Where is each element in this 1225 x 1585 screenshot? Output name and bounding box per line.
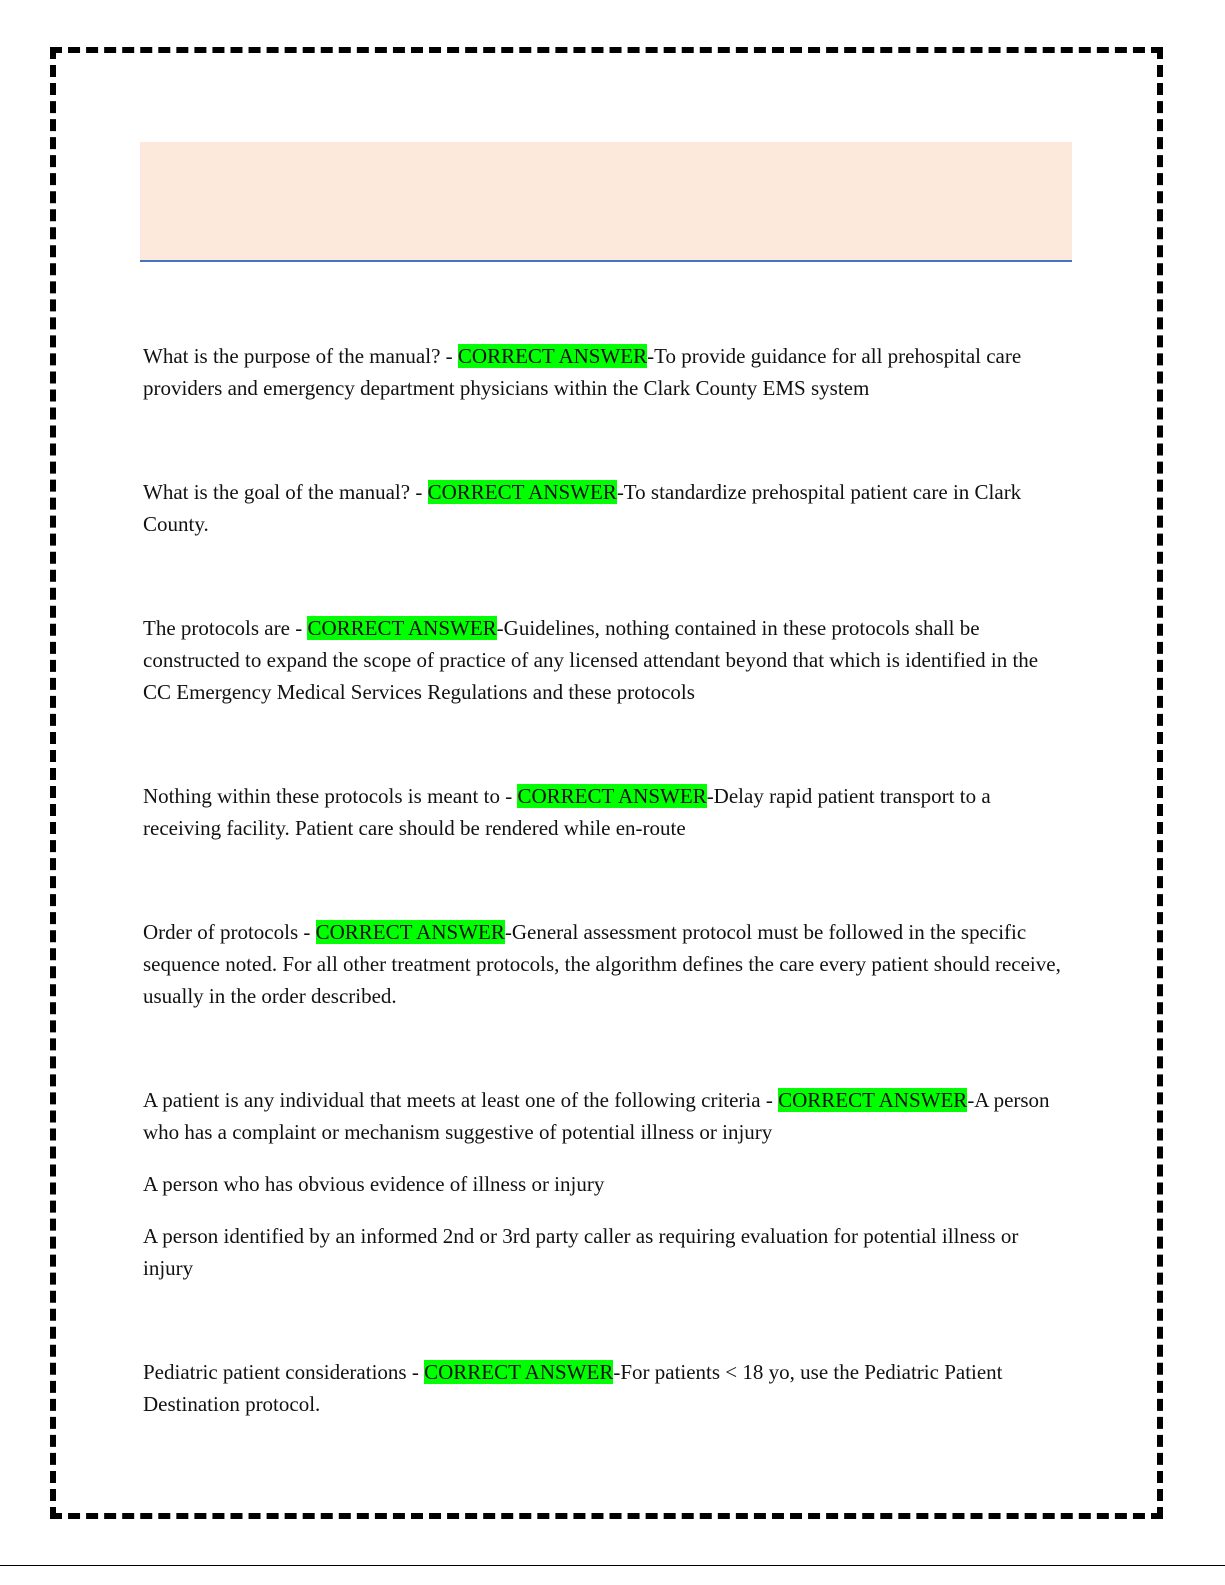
qa-item xyxy=(143,780,1068,844)
qa-list xyxy=(143,340,1068,1492)
correct-answer-label: CORRECT ANSWER xyxy=(315,920,505,944)
correct-answer-label: CORRECT ANSWER xyxy=(424,1360,614,1384)
question-text: Pediatric patient considerations - xyxy=(143,1360,425,1384)
qa-paragraph xyxy=(143,1356,1068,1420)
answer-text: -General assessment protocol must be followed in the specific sequence noted. For all other treatment protocols, the algorithm defines the care every patient should receive, usually in the order described. xyxy=(143,920,1061,1008)
answer-text: -To provide guidance for all prehospital care providers and emergency department physicians within the Clark County EMS system xyxy=(143,344,1022,400)
answer-text: -For patients < 18 yo, use the Pediatric Patient Destination protocol. xyxy=(143,1360,1003,1416)
header-band xyxy=(140,142,1072,262)
qa-item xyxy=(143,476,1068,540)
question-text: Order of protocols - xyxy=(143,920,316,944)
answer-text: -Delay rapid patient transport to a receiving facility. Patient care should be rendered while en-route xyxy=(143,784,991,840)
correct-answer-label: CORRECT ANSWER xyxy=(778,1088,968,1112)
qa-item xyxy=(143,1084,1068,1284)
answer-text: -To standardize prehospital patient care in Clark County. xyxy=(143,480,1022,536)
qa-item xyxy=(143,612,1068,708)
qa-paragraph xyxy=(143,612,1068,708)
question-text: What is the purpose of the manual? - xyxy=(143,344,458,368)
correct-answer-label: CORRECT ANSWER xyxy=(427,480,617,504)
answer-text: -A person who has a complaint or mechanism suggestive of potential illness or injury xyxy=(143,1088,1050,1144)
question-text: The protocols are - xyxy=(143,616,308,640)
answer-text: -Guidelines, nothing contained in these protocols shall be constructed to expand the scope of practice of any licensed attendant beyond that which is identified in the CC Emergency Medical Services Regulations and these protocols xyxy=(143,616,1039,704)
answer-continuation: A person who has obvious evidence of illness or injury xyxy=(143,1172,605,1196)
qa-item xyxy=(143,340,1068,404)
correct-answer-label: CORRECT ANSWER xyxy=(517,784,707,808)
qa-paragraph xyxy=(143,780,1068,844)
page-bottom-rule xyxy=(0,1565,1225,1566)
correct-answer-label: CORRECT ANSWER xyxy=(457,344,648,368)
question-text: Nothing within these protocols is meant to - xyxy=(143,784,518,808)
question-text: What is the goal of the manual? - xyxy=(143,480,428,504)
qa-paragraph xyxy=(143,476,1068,540)
qa-paragraph xyxy=(143,340,1068,404)
correct-answer-label: CORRECT ANSWER xyxy=(307,616,497,640)
qa-paragraph xyxy=(143,916,1068,1012)
qa-paragraph xyxy=(143,1084,1068,1148)
qa-item xyxy=(143,1356,1068,1420)
answer-continuation: A person identified by an informed 2nd or 3rd party caller as requiring evaluation for potential illness or injury xyxy=(143,1224,1019,1280)
qa-item xyxy=(143,916,1068,1012)
question-text: A patient is any individual that meets at least one of the following criteria - xyxy=(143,1088,779,1112)
